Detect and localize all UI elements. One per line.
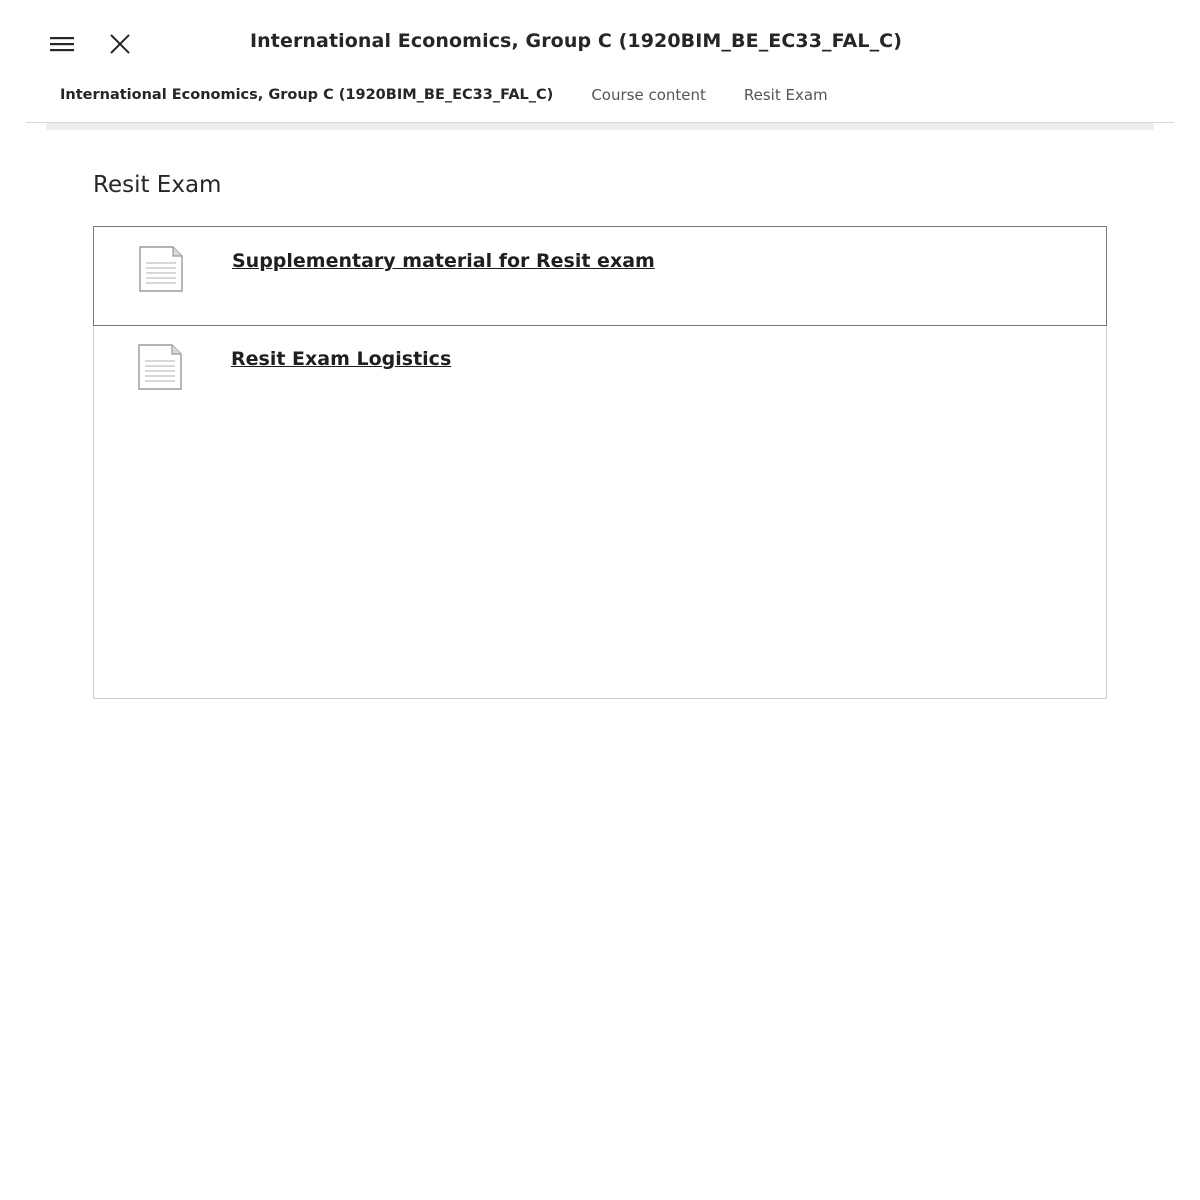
course-title: International Economics, Group C (1920BIM_BE_EC33_FAL_C): [250, 30, 902, 52]
breadcrumb-item-resit-exam[interactable]: Resit Exam: [743, 86, 828, 104]
document-icon: [137, 246, 185, 292]
content-item[interactable]: [93, 226, 1107, 326]
close-icon: [107, 31, 133, 57]
item-link-resit-exam-logistics[interactable]: Resit Exam Logistics: [231, 348, 452, 370]
content-list-panel: [93, 226, 1107, 699]
document-icon: [136, 344, 184, 390]
content-item[interactable]: [94, 326, 1106, 424]
close-button[interactable]: [104, 28, 136, 60]
item-link-supplementary-material[interactable]: Supplementary material for Resit exam: [232, 250, 655, 272]
breadcrumb-item-course[interactable]: International Economics, Group C (1920BIM_BE_EC33_FAL_C): [60, 87, 554, 103]
hamburger-menu-icon: [48, 34, 76, 54]
menu-button[interactable]: [46, 28, 78, 60]
breadcrumb: [60, 84, 866, 106]
top-bar: [0, 0, 1200, 88]
breadcrumb-item-course-content[interactable]: Course content: [591, 86, 706, 104]
page-title: Resit Exam: [93, 172, 222, 199]
header-shadow: [46, 123, 1154, 130]
